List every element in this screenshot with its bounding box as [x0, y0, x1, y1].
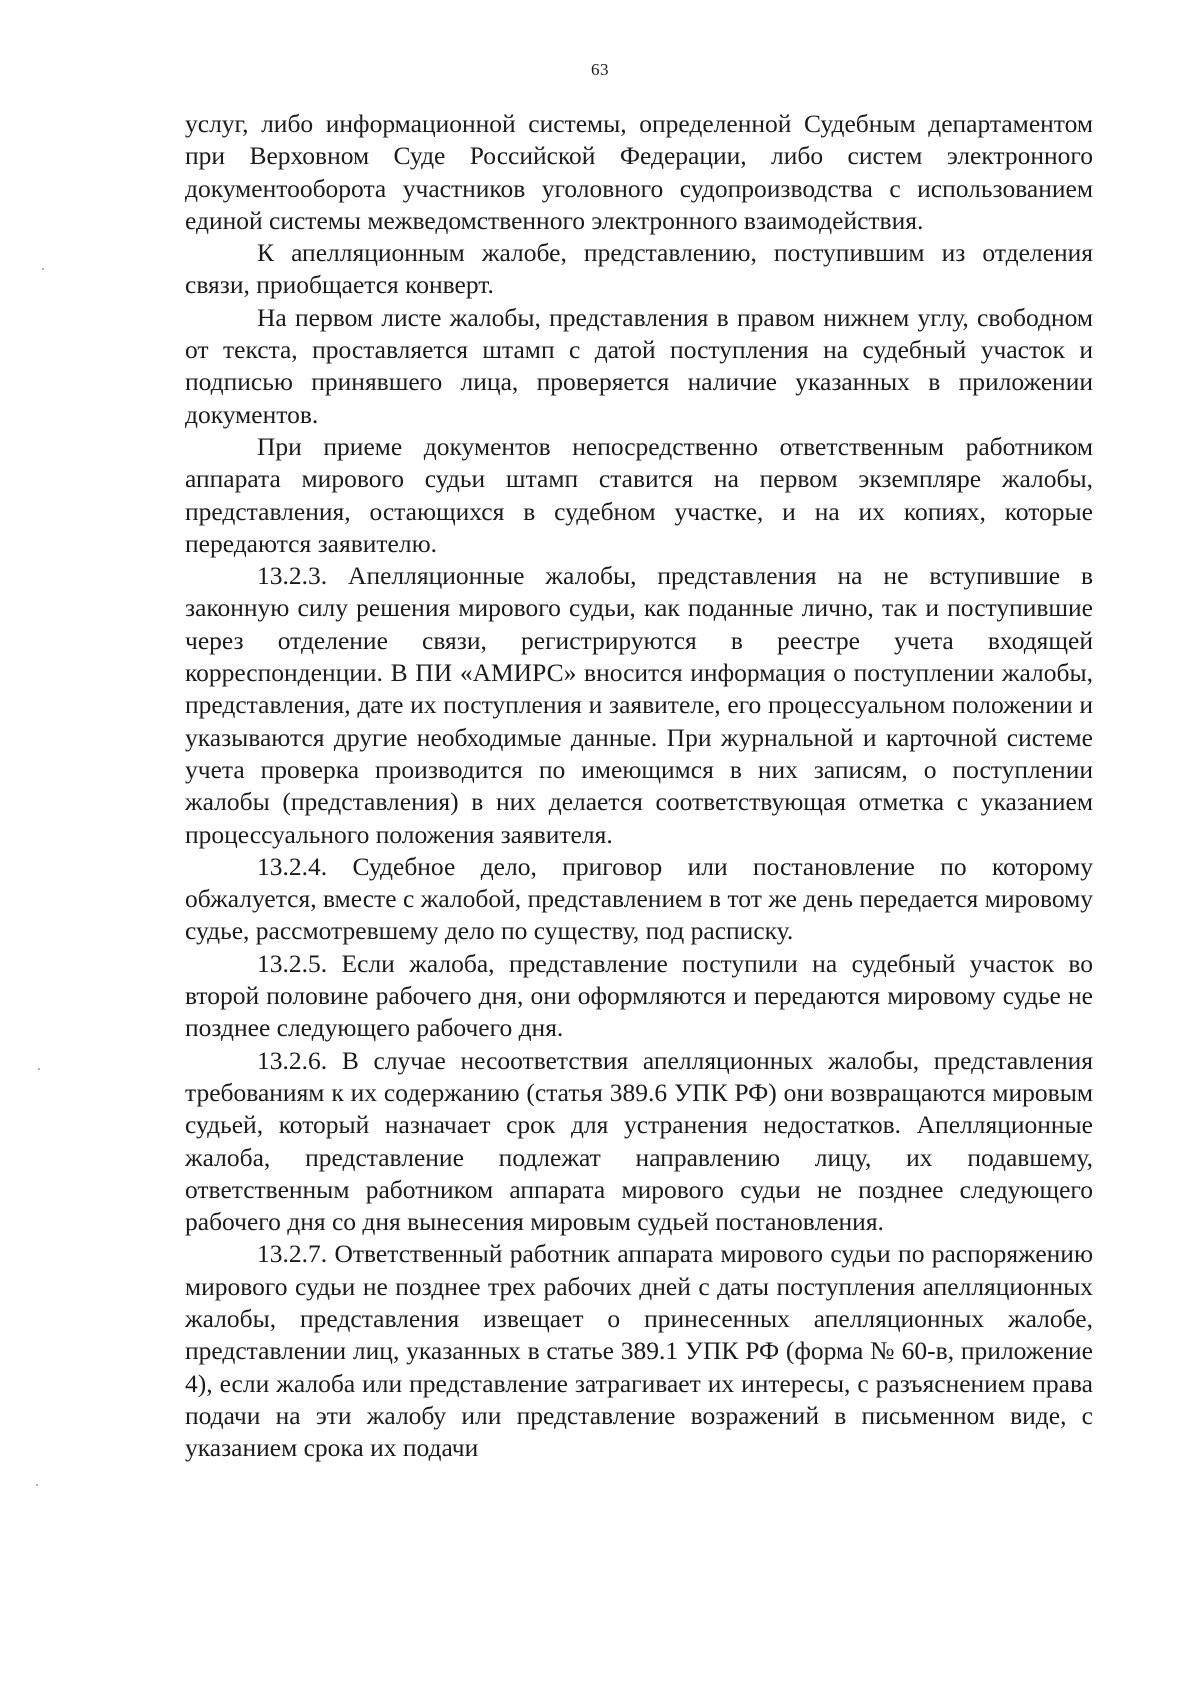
- document-body: [185, 108, 1093, 1464]
- scan-speck: [42, 268, 44, 270]
- paragraph-envelope: К апелляционным жалобе, представлению, поступившим из отделения связи, приобщается конверт.: [185, 238, 1093, 300]
- paragraph-13-2-5: 13.2.5. Если жалоба, представление поступили на судебный участок во второй половине рабочего дня, они оформляются и передаются мировому судье не позднее следующего рабочего дня.: [185, 948, 1093, 1043]
- paragraph-reception: При приеме документов непосредственно ответственным работником аппарата мирового судьи штамп ставится на первом экземпляре жалобы, представления, остающихся в судебном участке, и на их копиях, которые передаются заявителю.: [185, 431, 1093, 558]
- paragraph-13-2-6: 13.2.6. В случае несоответствия апелляционных жалобы, представления требованиям к их содержанию (статья 389.6 УПК РФ) они возвращаются мировым судьей, который назначает срок для устранения недостатков. Апелляционные жалоба, представление подлежат направлению лицу, их подавшему, ответственным работником аппарата мирового судьи не позднее следующего рабочего дня со дня вынесения мировым судьей постановления.: [185, 1045, 1093, 1237]
- paragraph-13-2-7: 13.2.7. Ответственный работник аппарата мирового судьи по распоряжению мирового судьи не позднее трех рабочих дней с даты поступления апелляционных жалобы, представления извещает о принесенных апелляционных жалобе, представлении лиц, указанных в статье 389.1 УПК РФ (форма № 60-в, приложение 4), если жалоба или представление затрагивает их интересы, с разъяснением права подачи на эти жалобу или представление возражений в письменном виде, с указанием срока их подачи: [185, 1239, 1093, 1463]
- scan-speck: [36, 1484, 38, 1486]
- page-number: 63: [591, 60, 609, 79]
- paragraph-13-2-4: 13.2.4. Судебное дело, приговор или постановление по которому обжалуется, вместе с жалобой, представлением в тот же день передается мировому судье, рассмотревшему дело по существу, под расписку.: [185, 851, 1093, 946]
- paragraph-stamp: На первом листе жалобы, представления в правом нижнем углу, свободном от текста, проставляется штамп с датой поступления на судебный участок и подписью принявшего лица, проверяется наличие указанных в приложении документов.: [185, 302, 1093, 429]
- scan-speck: [38, 1068, 40, 1070]
- paragraph-13-2-3: 13.2.3. Апелляционные жалобы, представления на не вступившие в законную силу решения мирового судьи, как поданные лично, так и поступившие через отделение связи, регистрируются в реестре учета входящей корреспонденции. В ПИ «АМИРС» вносится информация о поступлении жалобы, представления, дате их поступления и заявителе, его процессуальном положении и указываются другие необходимые данные. При журнальной и карточной системе учета проверка производится по имеющимся в них записям, о поступлении жалобы (представления) в них делается соответствующая отметка с указанием процессуального положения заявителя.: [185, 561, 1093, 849]
- paragraph-continuation: услуг, либо информационной системы, определенной Судебным департаментом при Верховном Суде Российской Федерации, либо систем электронного документооборота участников уголовного судопроизводства с использованием единой системы межведомственного электронного взаимодействия.: [185, 109, 1093, 235]
